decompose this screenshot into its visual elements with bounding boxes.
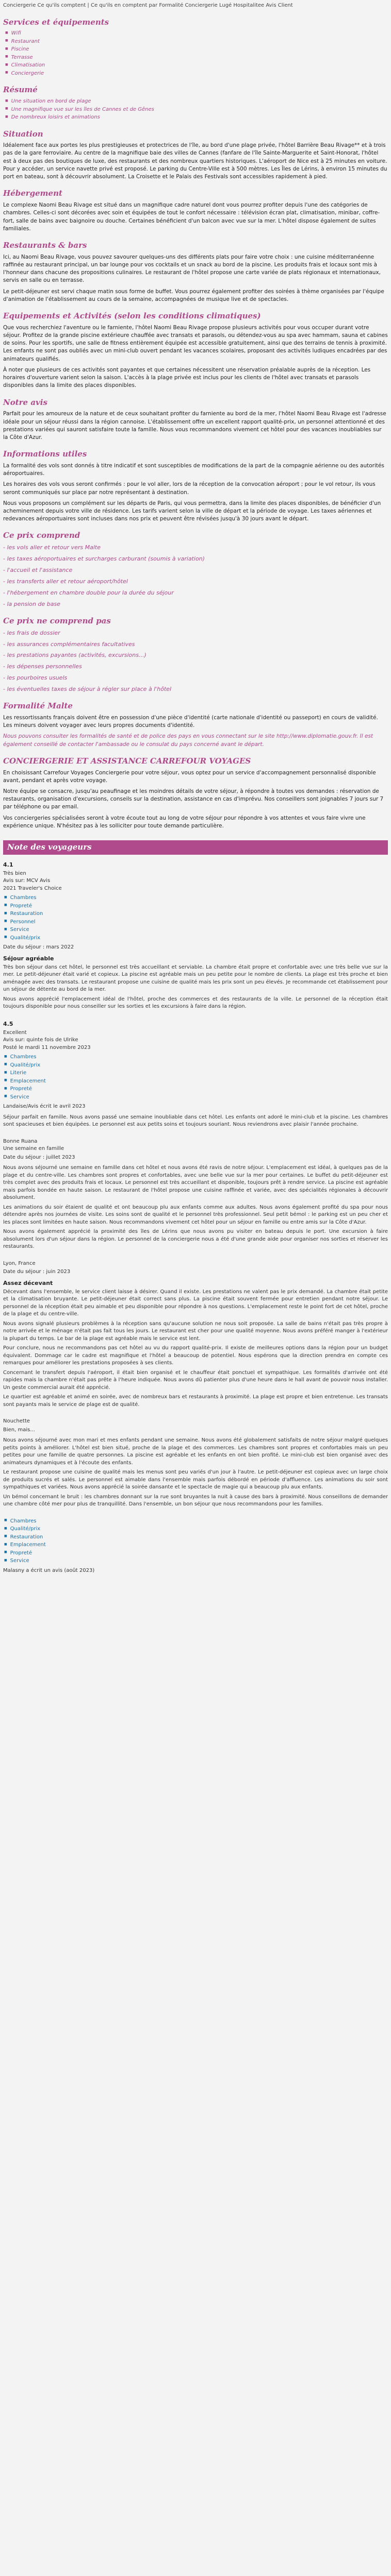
prix-comprend-item: - les taxes aéroportuaires et surcharges carburant (soumis à variation) xyxy=(3,555,205,563)
review-category: ■ Restauration xyxy=(4,1534,388,1541)
review-paragraph: Concernant le transfert depuis l'aéroport, il était bien organisé et le chauffeur était ponctuel et sympathique. Les formalités d'arrivée ont été rapides mais la chambre n'était pas prête à l'heure indiquée. Nous avons dû patienter plus d'une heure dans le hall avant de pouvoir nous installer. Un geste commercial aurait été apprécié. xyxy=(3,1369,388,1391)
review-paragraph: Pour conclure, nous ne recommandons pas cet hôtel au vu du rapport qualité-prix. Il existe de meilleures options dans la région pour un budget équivalent. Dommage car le cadre est magnifique et l'hôtel a beaucoup de potentiel. Nous espérons que la direction prendra en compte ces remarques pour améliorer les prestations proposées à ses clients. xyxy=(3,1345,388,1366)
review-item xyxy=(3,1138,388,1251)
prix-comprend-list xyxy=(3,544,388,608)
service-item: ■ Conciergerie xyxy=(5,70,388,78)
review-category: ■ Propreté xyxy=(4,1550,388,1557)
resume-item: ■ Une situation en bord de plage xyxy=(5,98,388,106)
concierge-text-3: Vos conciergeries spécialisées seront à votre écoute tout au long de votre séjour pour répondre à vos attentes et vous faire vivre une expérience unique. N'hésitez pas à les solliciter pour toute demande particulière. xyxy=(3,815,366,829)
review-categories xyxy=(4,1518,388,1565)
breadcrumb[interactable]: Conciergerie Ce qu'ils comptent | Ce qu'ils en comptent par Formalité Conciergerie Lugé Hospitalitee Avis Client xyxy=(3,3,293,8)
review-paragraph: Nous avons signalé plusieurs problèmes à la réception sans qu'aucune solution ne nous soit proposée. La salle de bains n'était pas très propre à notre arrivée et le ménage n'était pas fait tous les jours. Le restaurant est cher pour une qualité moyenne. Nous avons préféré manger à l'extérieur la plupart du temps. Le bar de la plage est agréable mais le service est lent. xyxy=(3,1320,388,1342)
review-date: Bien, mais... xyxy=(3,1427,35,1433)
review-meta xyxy=(3,870,388,893)
services-list xyxy=(3,30,388,77)
review-meta-line: Avis sur: MCV Avis xyxy=(3,878,51,884)
review-category: ■ Emplacement xyxy=(4,1541,388,1549)
restaurants-text-2: Le petit-déjeuner est servi chaque matin sous forme de buffet. Vous pourrez également profiter des soirées à thème organisées par l'équipe d'animation de l'établissement au cours de la semaine, accompagnées de musique live et de spectacles. xyxy=(3,288,384,302)
review-paragraph: Nous avons apprécié l'emplacement idéal de l'hôtel, proche des commerces et des restaurants de la ville. Le personnel de la réception était toujours disponible pour nous conseiller sur les sorties et les excursions à faire dans la région. xyxy=(3,996,388,1010)
avis-text: Parfait pour les amoureux de la nature et de ceux souhaitant profiter du farniente au bord de la mer, l'hôtel Naomi Beau Rivage est l'adresse idéale pour un séjour réussi dans la région cannoise. L'établissement offre un excellent rapport qualité-prix, un personnel attentionné et des prestations variées qui sauront satisfaire toute la famille. Nous vous recommandons vivement cet hôtel pour des vacances inoubliables sur la Côte d'Azur. xyxy=(3,411,386,440)
review-title: Séjour agréable xyxy=(3,955,54,962)
formalite-text: Les ressortissants français doivent être en possession d'une pièce d'identité (carte nationale d'identité ou passeport) en cours de validité. Les mineurs doivent voyager avec leurs propres documents d'identité. xyxy=(3,714,378,729)
infos-text-2: Les horaires des vols vous seront confirmés : pour le vol aller, lors de la réception de la convocation aéroport ; pour le vol retour, ils vous seront communiqués sur place par notre représentant à destination. xyxy=(3,481,376,496)
prix-ne-comprend-item: - les assurances complémentaires facultatives xyxy=(3,640,135,648)
review-date: Date du séjour : juillet 2023 xyxy=(3,1154,75,1160)
review-meta-line: Nouchette xyxy=(3,1418,30,1425)
formalite-text-2: Nous pouvons consulter les formalités de santé et de police des pays en vous connectant sur le site http://www.diplomatie.gouv.fr. Il est également conseillé de contacter l'ambassade ou le consulat du pays concerné avant le départ. xyxy=(3,733,373,748)
review-title: Assez décevant xyxy=(3,1279,53,1286)
review-date: Date du séjour : mars 2022 xyxy=(3,944,74,951)
review-item xyxy=(3,1260,388,1409)
resume-item: ■ De nombreux loisirs et animations xyxy=(5,114,388,122)
service-item: ■ Piscine xyxy=(5,46,388,54)
infos-text: La formalité des vols sont donnés à titre indicatif et sont susceptibles de modifications de la part de la compagnie aérienne ou des autorités aéroportuaires. xyxy=(3,462,384,477)
infos-title: Informations utiles xyxy=(3,449,87,459)
prix-ne-comprend-item: - les dépenses personnelles xyxy=(3,663,82,670)
review-meta-line: Très bien xyxy=(3,870,26,876)
services-title: Services et équipements xyxy=(3,17,109,27)
review-body xyxy=(3,964,388,1011)
review-body xyxy=(3,1114,388,1129)
review-meta xyxy=(3,1260,388,1268)
review-date: Malasny a écrit un avis (août 2023) xyxy=(3,1567,95,1573)
concierge-text-2: Notre équipe se consacre, jusqu'au peaufinage et les moindres détails de votre séjour, à répondre à toutes vos demandes : réservation de restaurants, organisation d'excursions, conseils sur la destination, assistance en cas d'imprévu. Nos conseillers sont joignables 7 jours sur 7 par téléphone ou par email. xyxy=(3,788,384,810)
situation-title: Situation xyxy=(3,129,43,139)
loisirs-title: Equipements et Activités (selon les conditions climatiques) xyxy=(3,311,261,321)
review-categories xyxy=(4,894,388,942)
review-item xyxy=(3,1418,388,1509)
loisirs-text-2: À noter que plusieurs de ces activités sont payantes et que certaines nécessitent une réservation préalable auprès de la réception. Les horaires d'ouverture varient selon la saison. L'accès à la plage privée est inclus pour les clients de l'hôtel avec transats et parasols disponibles dans la limite des places disponibles. xyxy=(3,366,371,389)
review-date: Landaise/Avis écrit le avril 2023 xyxy=(3,1104,86,1110)
review-category: ■ Chambres xyxy=(4,1054,388,1061)
review-meta-line: Posté le mardi 11 novembre 2023 xyxy=(3,1044,91,1050)
prix-comprend-item: - les vols aller et retour vers Malte xyxy=(3,544,101,551)
review-score: 4.1 xyxy=(3,861,13,868)
review-meta xyxy=(3,1418,388,1426)
review-meta-line: Lyon, France xyxy=(3,1260,36,1266)
prix-comprend-item: - la pension de base xyxy=(3,600,60,607)
review-item xyxy=(3,1518,388,1575)
prix-ne-comprend-item: - les frais de dossier xyxy=(3,629,60,636)
review-category: ■ Service xyxy=(4,926,388,934)
review-category: ■ Chambres xyxy=(4,894,388,902)
service-item: ■ Wifi xyxy=(5,30,388,38)
prix-ne-comprend-item: - les pourboires usuels xyxy=(3,674,68,682)
service-item: ■ Restaurant xyxy=(5,38,388,46)
review-category: ■ Literie xyxy=(4,1070,388,1077)
review-paragraph: Un bémol concernant le bruit : les chambres donnant sur la rue sont bruyantes la nuit à cause des bars à proximité. Nous conseillons de demander une chambre côté mer pour plus de tranquillité. Dans l'ensemble, un bon séjour que nous recommandons pour les familles. xyxy=(3,1494,388,1507)
prix-comprend-item: - l'accueil et l'assistance xyxy=(3,567,73,574)
prix-ne-comprend-list xyxy=(3,629,388,694)
review-date: Date du séjour : juin 2023 xyxy=(3,1269,71,1275)
review-paragraph: Très bon séjour dans cet hôtel, le personnel est très accueillant et serviable. La chambre était propre et confortable avec une très belle vue sur la mer. Le petit-déjeuner était varié et copieux. La piscine est agréable mais un peu petite pour le nombre de clients. La plage est très proche et bien aménagée avec des transats. Le restaurant propose une cuisine de qualité mais les prix sont un peu élevés. Je recommande cet établissement pour un séjour de détente au bord de la mer. xyxy=(3,964,388,993)
review-body xyxy=(3,1289,388,1409)
review-item xyxy=(3,1020,388,1129)
review-meta-line: Bonne Ruana xyxy=(3,1138,38,1144)
loisirs-text: Que vous recherchiez l'aventure ou le farniente, l'hôtel Naomi Beau Rivage propose plusieurs activités pour vous occuper durant votre séjour. Profitez de la grande piscine extérieure chauffée avec transats et parasols, ou détendez-vous au spa avec hammam, sauna et cabines de soins. Pour les sportifs, une salle de fitness entièrement équipée est accessible gratuitement, ainsi que des terrains de tennis à proximité. Les enfants ne sont pas oubliés avec un mini-club ouvert pendant les vacances scolaires, proposant des activités ludiques encadrées par des animateurs qualifiés. xyxy=(3,324,388,362)
hebergement-text: Le complexe Naomi Beau Rivage est situé dans un magnifique cadre naturel dont vous pourrez profiter depuis l'une des catégories de chambres. Celles-ci sont décorées avec soin et équipées de tout le confort nécessaire : télévision écran plat, climatisation, minibar, coffre-fort, salle de bains avec baignoire ou douche. Certaines bénéficient d'un balcon avec vue sur la mer. L'hôtel dispose également de suites familiales. xyxy=(3,202,380,232)
review-category: ■ Service xyxy=(4,1557,388,1565)
prix-comprend-item: - l'hébergement en chambre double pour la durée du séjour xyxy=(3,589,174,596)
review-category: ■ Emplacement xyxy=(4,1078,388,1086)
review-score: 4.5 xyxy=(3,1020,13,1027)
prix-ne-comprend-title: Ce prix ne comprend pas xyxy=(3,616,111,625)
concierge-title: CONCIERGERIE ET ASSISTANCE CARREFOUR VOYAGES xyxy=(3,756,251,766)
notes-title: Note des voyageurs xyxy=(3,840,388,855)
review-body xyxy=(3,1164,388,1251)
review-meta xyxy=(3,1029,388,1052)
situation-text: Idéalement face aux portes les plus prestigieuses et protectrices de l'île, au bord d'une plage privée, l'hôtel Barrière Beau Rivage** et à trois pas de la gare ferroviaire. Au centre de la magnifique baie des villes de Cannes (fanfare de l'île Sainte-Marguerite et Saint-Honorat, l'hôtel est à deux pas des boutiques de luxe, des restaurants et des nombreux quartiers historiques. L'aéroport de Nice est à 25 minutes en voiture. Pour y accéder, un service navette privé est proposé. Le parking du Centre-Ville est à 500 mètres. Les Îles de Lérins, à environ 15 minutes du port en bateau, sont à découvrir absolument. La Croisette et le Palais des Festivals sont accessibles rapidement à pied. xyxy=(3,142,387,180)
concierge-text: En choisissant Carrefour Voyages Conciergerie pour votre séjour, vous optez pour un service d'accompagnement personnalisé disponible avant, pendant et après votre voyage. xyxy=(3,769,376,784)
review-paragraph: Le quartier est agréable et animé en soirée, avec de nombreux bars et restaurants à proximité. La plage est propre et bien entretenue. Les transats sont payants mais le service de plage est de qualité. xyxy=(3,1394,388,1408)
review-body xyxy=(3,1437,388,1509)
review-paragraph: Le restaurant propose une cuisine de qualité mais les menus sont peu variés d'un jour à l'autre. Le petit-déjeuner est copieux avec un large choix de produits sucrés et salés. Le personnel est aimable dans l'ensemble mais parfois débordé en période d'affluence. Les animations du soir sont sympathiques et variées. Nous avons apprécié la soirée dansante et le spectacle de magie qui a beaucoup plu aux enfants. xyxy=(3,1469,388,1490)
review-category: ■ Service xyxy=(4,1094,388,1101)
review-paragraph: Les animations du soir étaient de qualité et ont beaucoup plu aux enfants comme aux adultes. Nous avons également profité du spa pour nous détendre après nos journées de visite. Les soins sont de qualité et le personnel très professionnel. Seul petit bémol : le parking est un peu cher et les places sont limitées en haute saison. Nous recommandons vivement cet hôtel pour un séjour en famille ou entre amis sur la Côte d'Azur. xyxy=(3,1204,388,1225)
service-item: ■ Terrasse xyxy=(5,54,388,62)
review-category: ■ Propreté xyxy=(4,1086,388,1093)
review-meta-line: Avis sur: quinte fois de Ulrike xyxy=(3,1037,78,1043)
prix-ne-comprend-item: - les prestations payantes (activités, excursions...) xyxy=(3,652,146,659)
prix-ne-comprend-item: - les éventuelles taxes de séjour à régler sur place à l'hôtel xyxy=(3,686,172,693)
review-item xyxy=(3,861,388,1011)
review-category: ■ Qualité/prix xyxy=(4,1526,388,1533)
restaurants-title: Restaurants & bars xyxy=(3,240,87,250)
review-category: ■ Personnel xyxy=(4,919,388,926)
restaurants-text: Ici, au Naomi Beau Rivage, vous pouvez savourer quelques-uns des différents plats pour faire votre choix : une cuisine méditerranéenne raffinée au restaurant principal, un bar lounge pour vos cocktails et un snack au bord de la piscine. Les produits frais et locaux sont mis à l'honneur dans chacune des propositions culinaires. Le restaurant de l'hôtel propose une carte variée de plats régionaux et internationaux, servis en salle ou en terrasse. xyxy=(3,253,381,284)
formalite-title: Formalité Malte xyxy=(3,701,73,711)
hebergement-title: Hébergement xyxy=(3,189,62,198)
review-paragraph: Séjour parfait en famille. Nous avons passé une semaine inoubliable dans cet hôtel. Les enfants ont adoré le mini-club et la piscine. Les chambres sont spacieuses et bien équipées. Le personnel est aux petits soins et toujours souriant. Nous reviendrons avec plaisir l'année prochaine. xyxy=(3,1114,388,1128)
reviews-list xyxy=(3,861,388,1574)
resume-title: Résumé xyxy=(3,85,38,95)
review-meta-line: Excellent xyxy=(3,1029,27,1036)
review-category: ■ Chambres xyxy=(4,1518,388,1526)
review-paragraph: Nous avons séjourné avec mon mari et mes enfants pendant une semaine. Nous avons été globalement satisfaits de notre séjour malgré quelques petits points à améliorer. L'hôtel est bien situé, proche de la plage et des commerces. Les chambres sont propres et confortables mais un peu petites pour une famille de quatre personnes. La piscine est agréable et les enfants en ont bien profité. Le mini-club est bien organisé avec des animateurs dynamiques et à l'écoute des enfants. xyxy=(3,1437,388,1466)
review-category: ■ Propreté xyxy=(4,903,388,910)
resume-list xyxy=(3,98,388,122)
review-category: ■ Qualité/prix xyxy=(4,935,388,942)
review-paragraph: Nous avons séjourné une semaine en famille dans cet hôtel et nous avons été ravis de notre séjour. L'emplacement est idéal, à quelques pas de la plage et du centre-ville. Les chambres sont propres et confortables, avec une belle vue sur la mer pour certaines. Le buffet du petit-déjeuner est très complet avec des produits frais et locaux. Le personnel est très accueillant et disponible, toujours prêt à rendre service. La piscine est agréable mais parfois bondée en haute saison. Le restaurant de l'hôtel propose une cuisine raffinée et variée, avec des spécialités régionales à découvrir absolument. xyxy=(3,1165,388,1201)
review-meta-line: Une semaine en famille xyxy=(3,1146,64,1152)
review-paragraph: Décevant dans l'ensemble, le service client laisse à désirer. Quand il existe. Les prestations ne valent pas le prix demandé. La chambre était petite et la climatisation bruyante. Le petit-déjeuner était correct sans plus. La piscine était souvent fermée pour entretien pendant notre séjour. Le personnel de la réception était peu aimable et peu disponible pour répondre à nos questions. L'emplacement reste le point fort de cet hôtel, proche de la plage et du centre-ville. xyxy=(3,1289,388,1317)
prix-comprend-item: - les transferts aller et retour aéroport/hôtel xyxy=(3,578,128,585)
avis-title: Notre avis xyxy=(3,397,47,407)
review-category: ■ Restauration xyxy=(4,910,388,918)
review-category: ■ Qualité/prix xyxy=(4,1062,388,1070)
prix-comprend-title: Ce prix comprend xyxy=(3,531,80,540)
resume-item: ■ Une magnifique vue sur les îles de Cannes et de Gênes xyxy=(5,106,388,114)
review-paragraph: Nous avons également apprécié la proximité des îles de Lérins que nous avons pu visiter en bateau depuis le port. Une excursion à faire absolument lors d'un séjour dans la région. Le personnel de la conciergerie nous a été d'une grande aide pour organiser nos sorties et réserver les restaurants. xyxy=(3,1229,388,1250)
review-meta xyxy=(3,1138,388,1153)
infos-text-3: Nous vous proposons un complément sur les départs de Paris, qui vous permettra, dans la limite des places disponibles, de bénéficier d'un acheminement depuis votre ville de résidence. Les tarifs varient selon la ville de départ et la période de voyage. Les taxes aériennes et redevances aéroportuaires sont incluses dans nos prix et peuvent être révisées jusqu'à 30 jours avant le départ. xyxy=(3,500,381,522)
review-categories xyxy=(4,1054,388,1101)
service-item: ■ Climatisation xyxy=(5,62,388,70)
review-meta-line: 2021 Traveler's Choice xyxy=(3,885,62,891)
